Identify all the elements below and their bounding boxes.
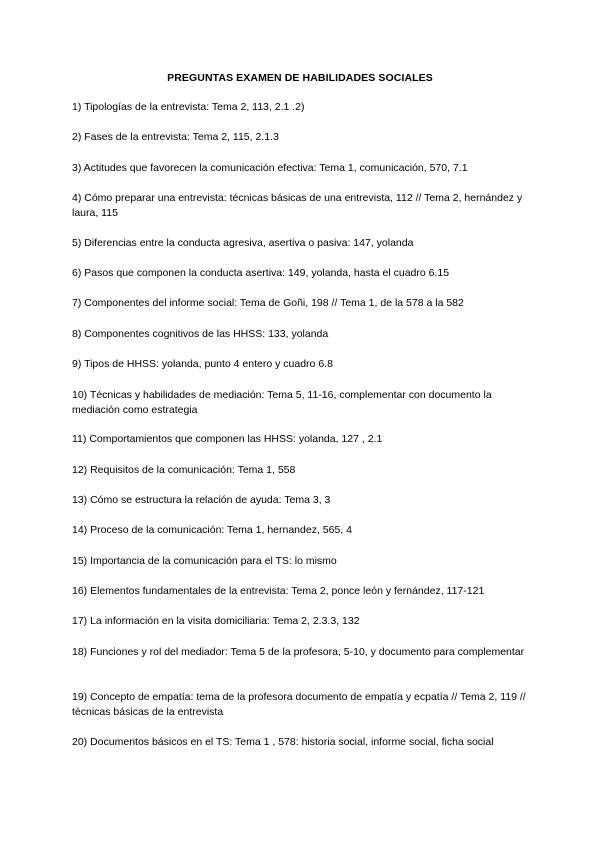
question-8: 8) Componentes cognitivos de las HHSS: 133, yolanda [72, 328, 329, 340]
question-16: 16) Elementos fundamentales de la entrevista: Tema 2, ponce león y fernández, 117-121 [72, 585, 485, 597]
document-title: PREGUNTAS EXAMEN DE HABILIDADES SOCIALES [167, 72, 433, 84]
question-5: 5) Diferencias entre la conducta agresiva, asertiva o pasiva: 147, yolanda [72, 237, 414, 249]
question-7: 7) Componentes del informe social: Tema de Goñi, 198 // Tema 1, de la 578 a la 582 [72, 297, 464, 309]
question-19: 19) Concepto de empatía: tema de la profesora documento de empatía y ecpatía // Tema 2, 119 // técnicas básicas de la entrevista [72, 691, 526, 718]
question-12: 12) Requisitos de la comunicación: Tema 1, 558 [72, 464, 296, 476]
question-17: 17) La información en la visita domiciliaria: Tema 2, 2.3.3, 132 [72, 615, 360, 627]
question-1: 1) Tipologías de la entrevista: Tema 2, 113, 2.1 .2) [72, 101, 305, 113]
question-15: 15) Importancia de la comunicación para el TS: lo mismo [72, 555, 337, 567]
question-6: 6) Pasos que componen la conducta asertiva: 149, yolanda, hasta el cuadro 6.15 [72, 267, 450, 279]
question-10: 10) Técnicas y habilidades de mediación: Tema 5, 11-16, complementar con documento la mediación como estrategia [72, 389, 492, 416]
question-2: 2) Fases de la entrevista: Tema 2, 115, 2.1.3 [72, 131, 279, 143]
question-14: 14) Proceso de la comunicación: Tema 1, hernandez, 565, 4 [72, 524, 352, 536]
question-9: 9) Tipos de HHSS: yolanda, punto 4 entero y cuadro 6.8 [72, 358, 333, 370]
question-18: 18) Funciones y rol del mediador: Tema 5 de la profesora, 5-10, y documento para complementar [72, 646, 525, 658]
question-4: 4) Cómo preparar una entrevista: técnicas básicas de una entrevista, 112 // Tema 2, hernández y laura, 115 [72, 192, 523, 219]
question-3: 3) Actitudes que favorecen la comunicación efectiva: Tema 1, comunicación, 570, 7.1 [72, 162, 468, 174]
question-11: 11) Comportamientos que componen las HHSS: yolanda, 127 , 2.1 [72, 433, 383, 445]
question-13: 13) Cómo se estructura la relación de ayuda: Tema 3, 3 [72, 494, 331, 506]
question-20: 20) Documentos básicos en el TS: Tema 1 , 578: historia social, informe social, ficha social [72, 736, 494, 748]
